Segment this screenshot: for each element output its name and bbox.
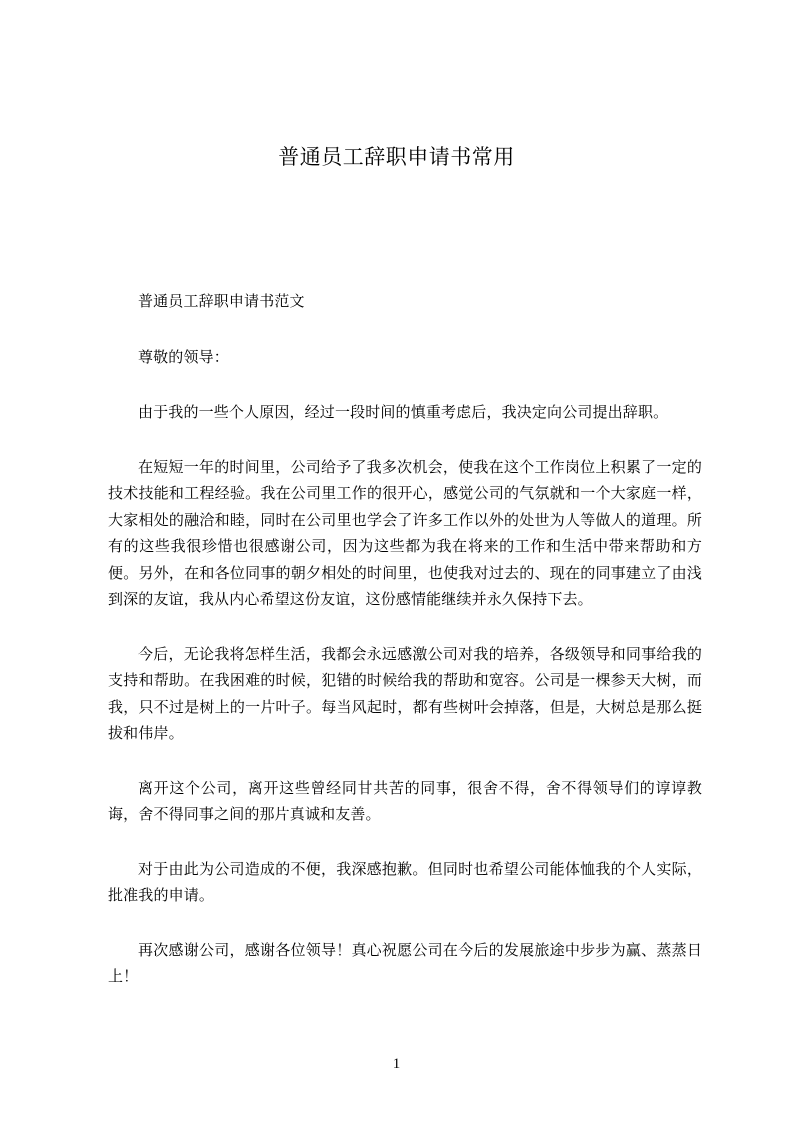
document-body (108, 288, 702, 1018)
paragraph-salutation: 尊敬的领导： (138, 347, 229, 366)
paragraph-gratitude: 在短短一年的时间里，公司给予了我多次机会，使我在这个工作岗位上积累了一定的技术技能和工程经验。我在公司里工作的很开心，感觉公司的气氛就和一个大家庭一样，大家相处的融洽和睦，同时在公司里也学会了许多工作以外的处世为人等做人的道理。所有的这些我很珍惜也很感谢公司，因为这些都为我在将来的工作和生活中带来帮助和方便。另外，在和各位同事的朝夕相处的时间里，也使我对过去的、现在的同事建立了由浅到深的友谊，我从内心希望这份友谊，这份感情能继续并永久保持下去。 (108, 457, 702, 608)
paragraph-heading: 普通员工辞职申请书范文 (138, 292, 305, 310)
paragraph-farewell: 离开这个公司，离开这些曾经同甘共苦的同事，很舍不得，舍不得领导们的谆谆教诲，舍不得同事之间的那片真诚和友善。 (108, 778, 702, 823)
paragraph-future: 今后，无论我将怎样生活，我都会永远感激公司对我的培养，各级领导和同事给我的支持和帮助。在我困难的时候，犯错的时候给我的帮助和宽容。公司是一棵参天大树，而我，只不过是树上的一片叶子。每当风起时，都有些树叶会掉落，但是，大树总是那么挺拔和伟岸。 (108, 644, 702, 742)
page-number: 1 (392, 1056, 401, 1072)
document-title: 普通员工辞职申请书常用 (278, 145, 515, 169)
paragraph-apology: 对于由此为公司造成的不便，我深感抱歉。但同时也希望公司能体恤我的个人实际，批准我的申请。 (108, 859, 702, 904)
paragraph-closing: 再次感谢公司，感谢各位领导！真心祝愿公司在今后的发展旅途中步步为赢、蒸蒸日上！ (108, 940, 702, 985)
paragraph-reason: 由于我的一些个人原因，经过一段时间的慎重考虑后，我决定向公司提出辞职。 (138, 403, 669, 421)
